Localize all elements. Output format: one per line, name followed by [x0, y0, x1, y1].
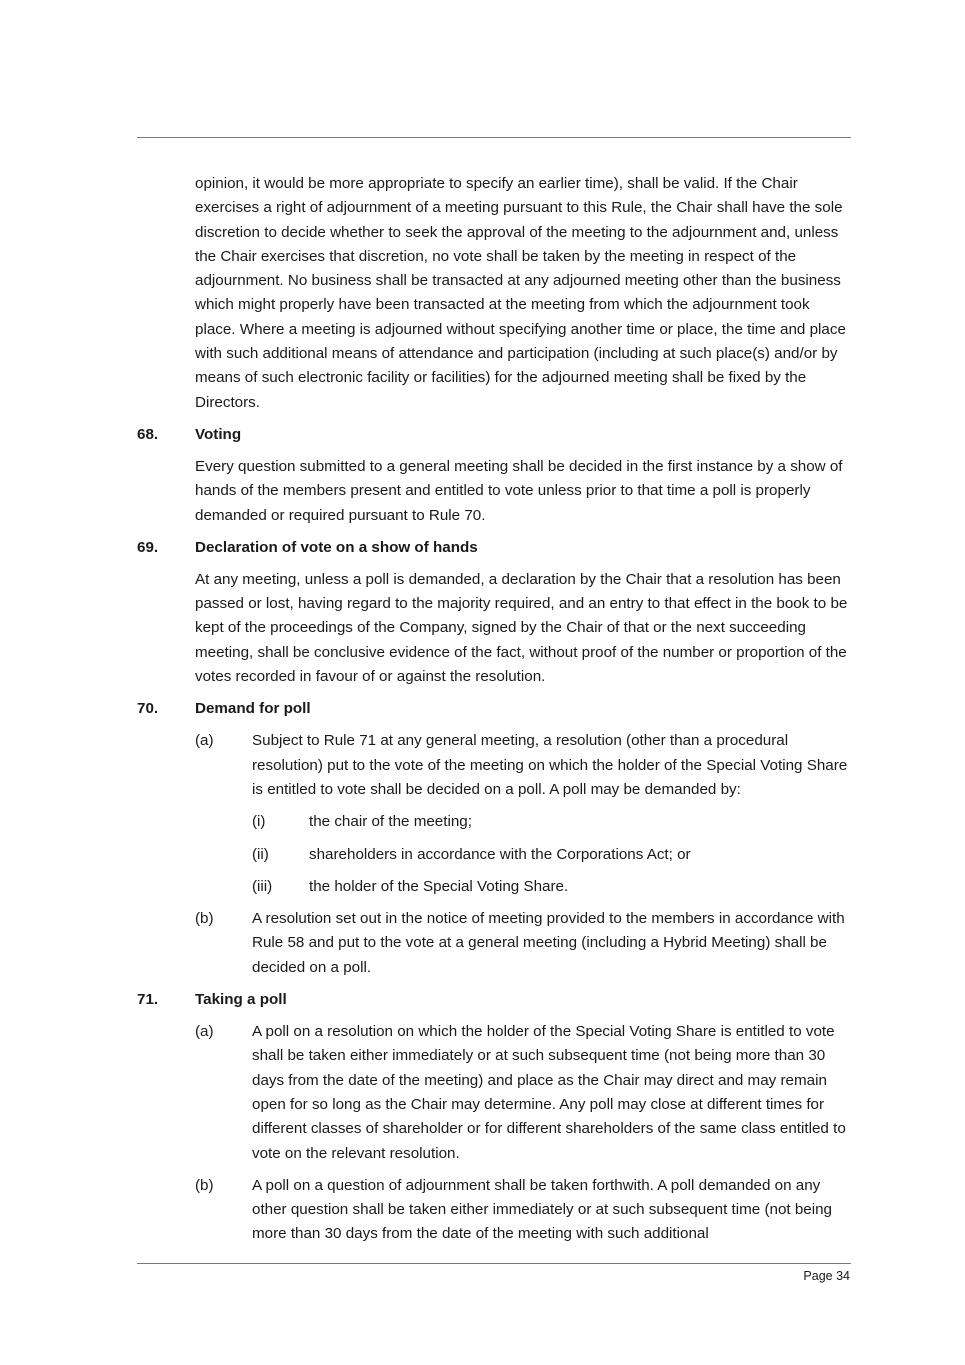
item-label: (b)	[195, 1176, 214, 1194]
item-text: A poll on a question of adjournment shall be taken forthwith. A poll demanded on any other question shall be taken either immediately or at such subsequent time (not being more than 30 days from the date of the meeting with such additional	[252, 1176, 832, 1243]
rule-title: Voting	[195, 425, 242, 443]
header-rule	[137, 137, 851, 138]
rule-69-heading	[137, 536, 851, 560]
rule-71-item-b	[195, 1174, 851, 1247]
rule-71-heading	[137, 988, 851, 1012]
rule-70-item-a	[195, 729, 851, 802]
rule-number: 70.	[137, 700, 159, 718]
subitem-label: (iii)	[252, 877, 273, 895]
rule-68-heading	[137, 423, 851, 447]
rule-title: Declaration of vote on a show of hands	[195, 538, 478, 556]
item-label: (a)	[195, 732, 214, 750]
rule-70-item-b	[195, 907, 851, 980]
rule-71-item-a	[195, 1020, 851, 1166]
rule-70-heading	[137, 697, 851, 721]
rule-68-body: Every question submitted to a general meeting shall be decided in the first instance by a show of hands of the members present and entitled to vote unless prior to that time a poll is properly demanded or required pursuant to Rule 70.	[195, 457, 843, 524]
rule-title: Demand for poll	[195, 700, 311, 718]
rule-title: Taking a poll	[195, 991, 287, 1009]
subitem-label: (ii)	[252, 845, 269, 863]
rule-number: 69.	[137, 538, 159, 556]
item-text: A resolution set out in the notice of meeting provided to the members in accordance with Rule 58 and put to the vote at a general meeting (including a Hybrid Meeting) shall be decided on a poll.	[252, 910, 845, 976]
item-label: (b)	[195, 910, 214, 928]
document-body	[137, 172, 851, 1247]
item-text: A poll on a resolution on which the holder of the Special Voting Share is entitled to vote shall be taken either immediately or at such subsequent time (not being more than 30 days from the date of the meeting) and place as the Chair may direct and may remain open for so long as the Chair may determine. Any poll may close at different times for different classes of shareholder or for different shareholders of the same class entitled to vote on the relevant resolution.	[252, 1023, 846, 1162]
rule-69-body: At any meeting, unless a poll is demanded, a declaration by the Chair that a resolution has been passed or lost, having regard to the majority required, and an entry to that effect in the book to be kept of the proceedings of the Company, signed by the Chair of that or the next succeeding meeting, shall be conclusive evidence of the fact, without proof of the number or proportion of the votes recorded in favour of or against the resolution.	[195, 570, 848, 686]
footer-rule	[137, 1263, 851, 1264]
rule-number: 68.	[137, 425, 159, 443]
item-label: (a)	[195, 1023, 214, 1041]
intro-paragraph: opinion, it would be more appropriate to specify an earlier time), shall be valid. If the Chair exercises a right of adjournment of a meeting pursuant to this Rule, the Chair shall have the sole discretion to decide whether to seek the approval of the meeting to the adjournment and, unless the Chair exercises that discretion, no vote shall be taken by the meeting in respect of the adjournment. No business shall be transacted at any adjourned meeting other than the business which might properly have been transacted at the meeting from which the adjournment took place. Where a meeting is adjourned without specifying another time or place, the time and place with such additional means of attendance and participation (including at such place(s) and/or by means of such electronic facility or facilities) for the adjourned meeting shall be fixed by the Directors.	[195, 175, 846, 411]
rule-number: 71.	[137, 991, 159, 1009]
subitem-label: (i)	[252, 813, 266, 831]
rule-70-subitem-ii	[252, 843, 851, 867]
page-number: Page 34	[803, 1269, 850, 1283]
subitem-text: the holder of the Special Voting Share.	[309, 877, 569, 895]
subitem-text: the chair of the meeting;	[309, 813, 472, 831]
rule-70-subitem-iii	[252, 875, 851, 899]
item-text: Subject to Rule 71 at any general meeting, a resolution (other than a procedural resolution) put to the vote of the meeting on which the holder of the Special Voting Share is entitled to vote shall be decided on a poll. A poll may be demanded by:	[252, 732, 848, 798]
subitem-text: shareholders in accordance with the Corporations Act; or	[309, 845, 691, 863]
rule-70-subitem-i	[252, 810, 851, 834]
